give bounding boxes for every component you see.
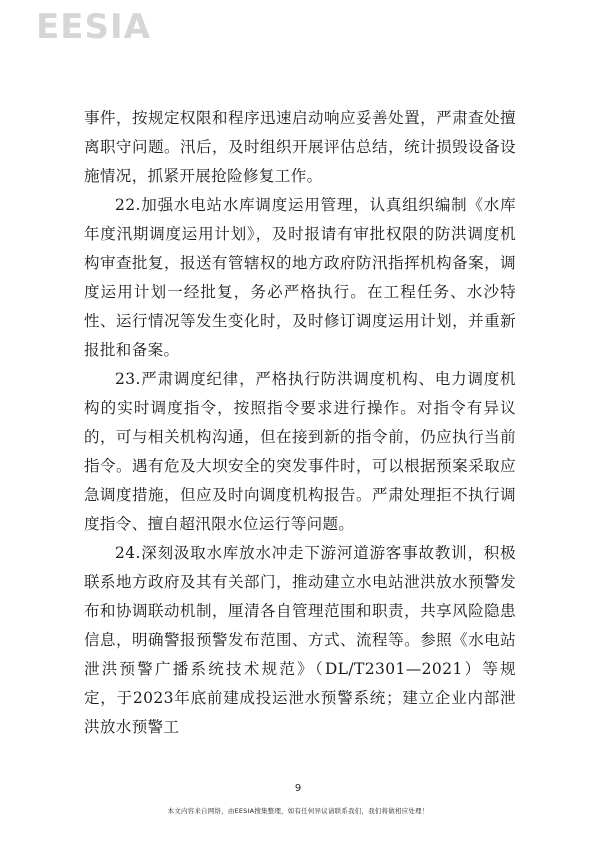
document-body <box>84 104 516 742</box>
paragraph-continued: 事件，按规定权限和程序迅速启动响应妥善处置，严肃查处擅离职守问题。汛后，及时组织开展评估总结，统计损毁设备设施情况，抓紧开展抢险修复工作。 <box>84 109 516 185</box>
eesia-logo: EESIA <box>36 7 151 47</box>
page-number: 9 <box>294 783 302 794</box>
footer-disclaimer: 本文内容来自网络，由EESIA搜集整理，如有任何异议请联系我们，我们将做相应处理！ <box>167 807 429 815</box>
paragraph-23: 23.严肃调度纪律，严格执行防洪调度机构、电力调度机构的实时调度指令，按照指令要求进行操作。对指令有异议的，可与相关机构沟通，但在接到新的指令前，仍应执行当前指令。遇有危及大坝安全的突发事件时，可以根据预案采取应急调度措施，但应及时向调度机构报告。严肃处理拒不执行调度指令、擅自超汛限水位运行等问题。 <box>84 370 516 533</box>
paragraph-22: 22.加强水电站水库调度运用管理，认真组织编制《水库年度汛期调度运用计划》，及时报请有审批权限的防洪调度机构审查批复，报送有管辖权的地方政府防汛指挥机构备案，调度运用计划一经批复，务必严格执行。在工程任务、水沙特性、运行情况等发生变化时，及时修订调度运用计划，并重新报批和备案。 <box>84 196 516 359</box>
paragraph-24: 24.深刻汲取水库放水冲走下游河道游客事故教训，积极联系地方政府及其有关部门，推动建立水电站泄洪放水预警发布和协调联动机制，厘清各自管理范围和职责，共享风险隐患信息，明确警报预警发布范围、方式、流程等。参照《水电站泄洪预警广播系统技术规范》（DL/T2301—2021）等规定，于2023年底前建成投运泄水预警系统；建立企业内部泄洪放水预警工 <box>84 544 516 736</box>
